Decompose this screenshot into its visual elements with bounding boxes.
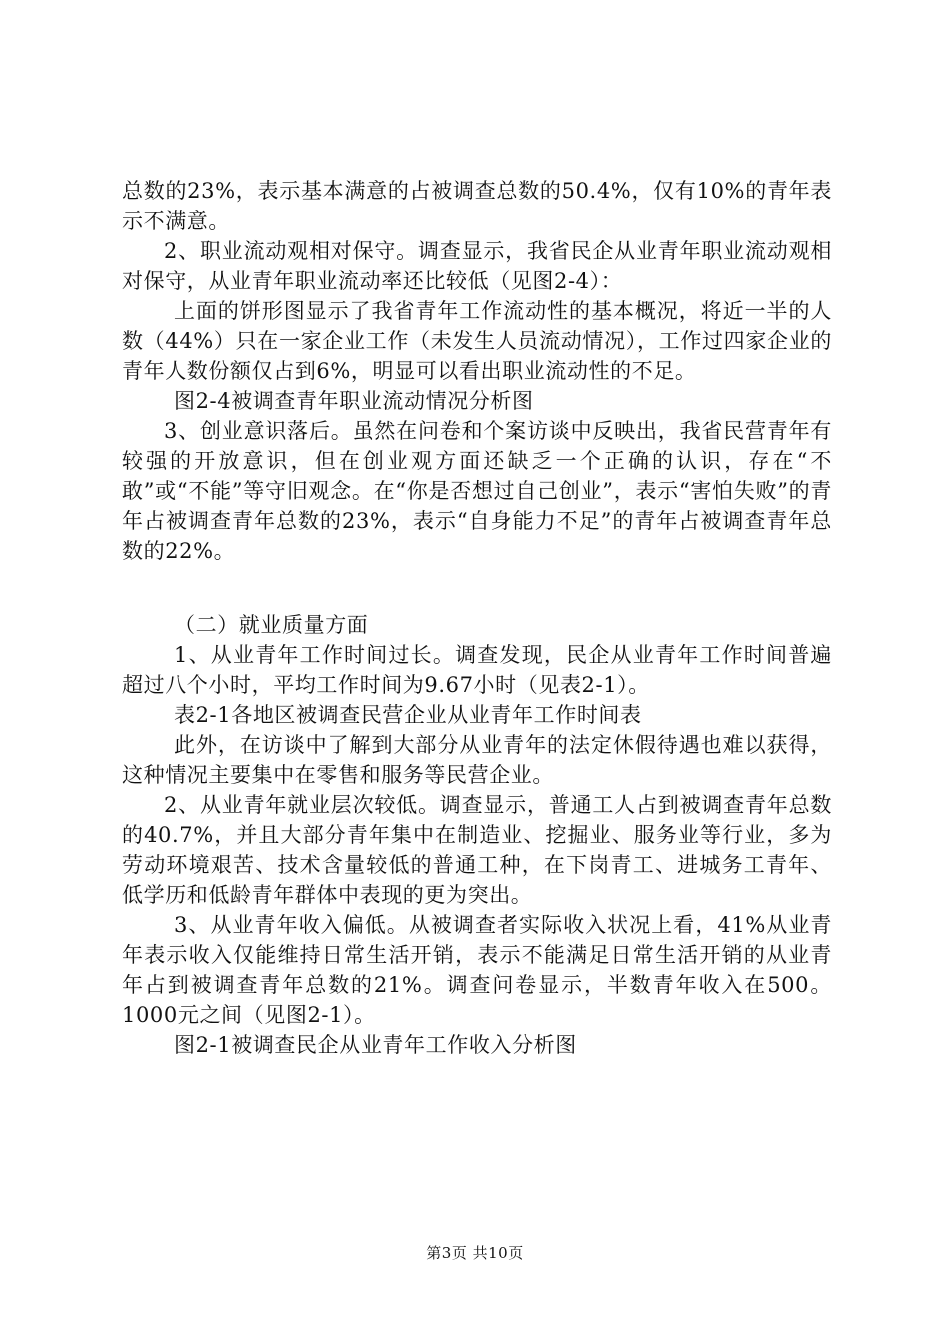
figure-caption-2-1: 图2-1被调查民企从业青年工作收入分析图: [174, 1033, 577, 1057]
paragraph-entrepreneurship: 3、创业意识落后。虽然在问卷和个案访谈中反映出，我省民营青年有较强的开放意识，但在创业观方面还缺乏一个正确的认识，存在“不敢”或“不能”等守旧观念。在“你是否想过自己创业”，表示“害怕失败”的青年占被调查青年总数的23%，表示“自身能力不足”的青年占被调查青年总数的22%。: [122, 419, 832, 563]
table-caption-2-1: 表2-1各地区被调查民营企业从业青年工作时间表: [174, 703, 642, 727]
page-number-footer: 第3页 共10页: [426, 1244, 524, 1262]
paragraph-income: 3、从业青年收入偏低。从被调查者实际收入状况上看，41%从业青年表示收入仅能维持日常生活开销，表示不能满足日常生活开销的从业青年占到被调查青年总数的21%。调查问卷显示，半数青年收入在500。1000元之间（见图2-1）。: [122, 913, 832, 1027]
paragraph-working-hours: 1、从业青年工作时间过长。调查发现，民企从业青年工作时间普遍超过八个小时，平均工作时间为9.67小时（见表2-1）。: [122, 643, 832, 697]
paragraph-pie-chart-description: 上面的饼形图显示了我省青年工作流动性的基本概况，将近一半的人数（44%）只在一家企业工作（未发生人员流动情况），工作过四家企业的青年人数份额仅占到6%，明显可以看出职业流动性的不足。: [122, 299, 832, 383]
paragraph-gap: [122, 566, 832, 610]
paragraph-career-mobility: 2、职业流动观相对保守。调查显示，我省民企从业青年职业流动观相对保守，从业青年职业流动率还比较低（见图2-4）：: [122, 239, 832, 293]
paragraph-holiday-benefits: 此外，在访谈中了解到大部分从业青年的法定休假待遇也难以获得，这种情况主要集中在零售和服务等民营企业。: [122, 733, 832, 787]
figure-caption-2-4: 图2-4被调查青年职业流动情况分析图: [174, 389, 534, 413]
paragraph-employment-level: 2、从业青年就业层次较低。调查显示，普通工人占到被调查青年总数的40.7%，并且大部分青年集中在制造业、挖掘业、服务业等行业，多为劳动环境艰苦、技术含量较低的普通工种，在下岗青工、进城务工青年、低学历和低龄青年群体中表现的更为突出。: [122, 793, 832, 907]
document-body: [122, 176, 832, 1060]
paragraph-satisfaction-continued: 总数的23%，表示基本满意的占被调查总数的50.4%，仅有10%的青年表示不满意。: [122, 179, 832, 233]
section-heading-employment-quality: （二）就业质量方面: [174, 613, 369, 637]
